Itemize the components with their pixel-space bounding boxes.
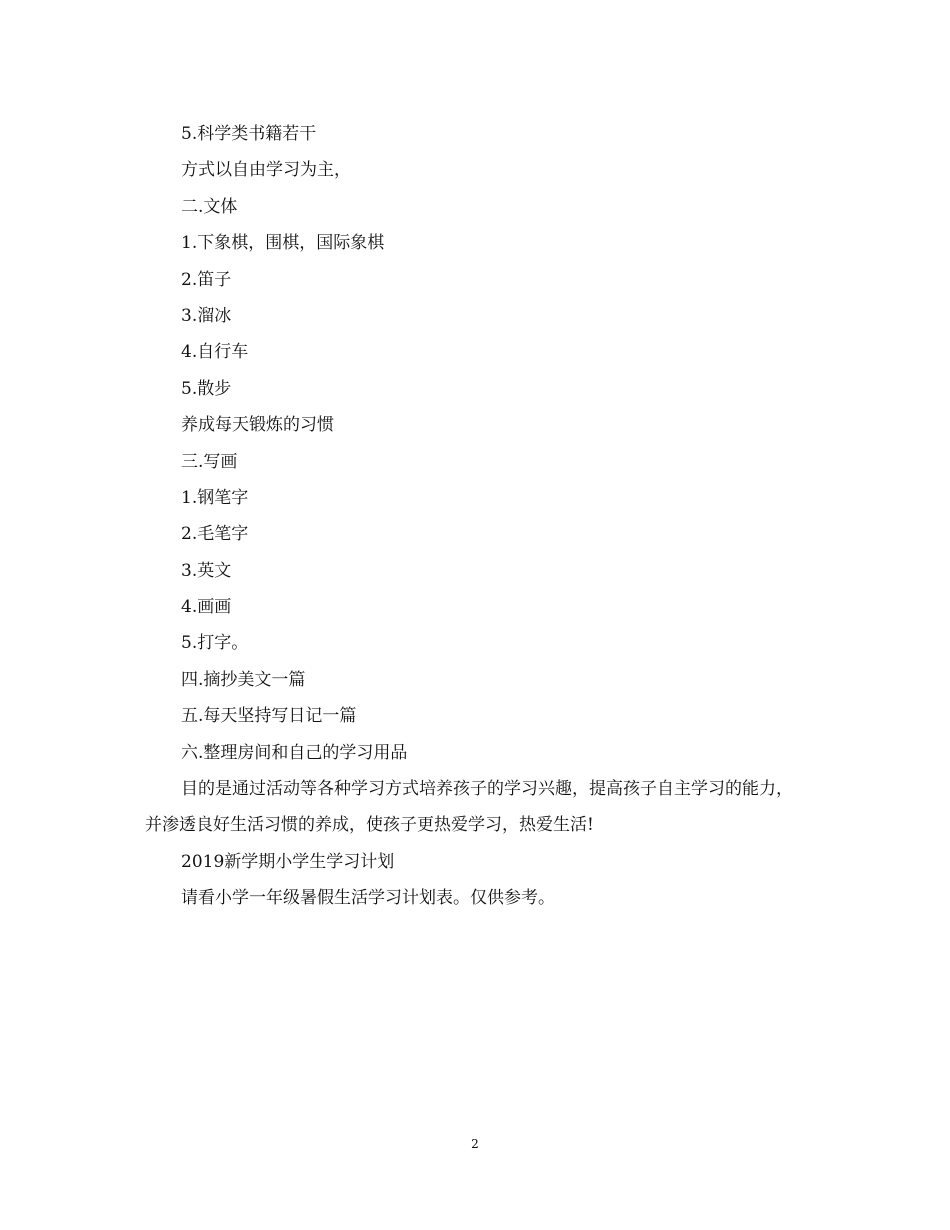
text-line: 1.下象棋，围棋，国际象棋 (181, 233, 385, 254)
text-line: 2.毛笔字 (181, 524, 249, 545)
text-line: 2.笛子 (181, 269, 232, 290)
text-line: 三.写画 (181, 451, 238, 472)
text-line: 养成每天锻炼的习惯 (181, 415, 334, 436)
text-line: 六.整理房间和自己的学习用品 (181, 742, 408, 763)
text-line: 五.每天坚持写日记一篇 (181, 706, 357, 727)
body-text (145, 116, 815, 917)
purpose-paragraph: 目的是通过活动等各种学习方式培养孩子的学习兴趣，提高孩子自主学习的能力，并渗透良好生活习惯的养成，使孩子更热爱学习，热爱生活! (145, 779, 793, 836)
text-line: 请看小学一年级暑假生活学习计划表。仅供参考。 (181, 888, 555, 909)
text-line: 4.画画 (181, 597, 232, 618)
text-line: 3.英文 (181, 560, 232, 581)
text-line: 4.自行车 (181, 342, 249, 363)
text-line: 2019新学期小学生学习计划 (181, 851, 395, 872)
text-line: 二.文体 (181, 196, 238, 217)
text-line: 3.溜冰 (181, 305, 232, 326)
text-line: 四.摘抄美文一篇 (181, 669, 306, 690)
page-number: 2 (471, 1137, 479, 1151)
text-line: 方式以自由学习为主， (181, 160, 351, 181)
text-line: 5.科学类书籍若干 (181, 124, 317, 144)
text-line: 5.散步 (181, 378, 232, 399)
text-line: 5.打字。 (181, 633, 249, 654)
text-line: 1.钢笔字 (181, 487, 249, 508)
